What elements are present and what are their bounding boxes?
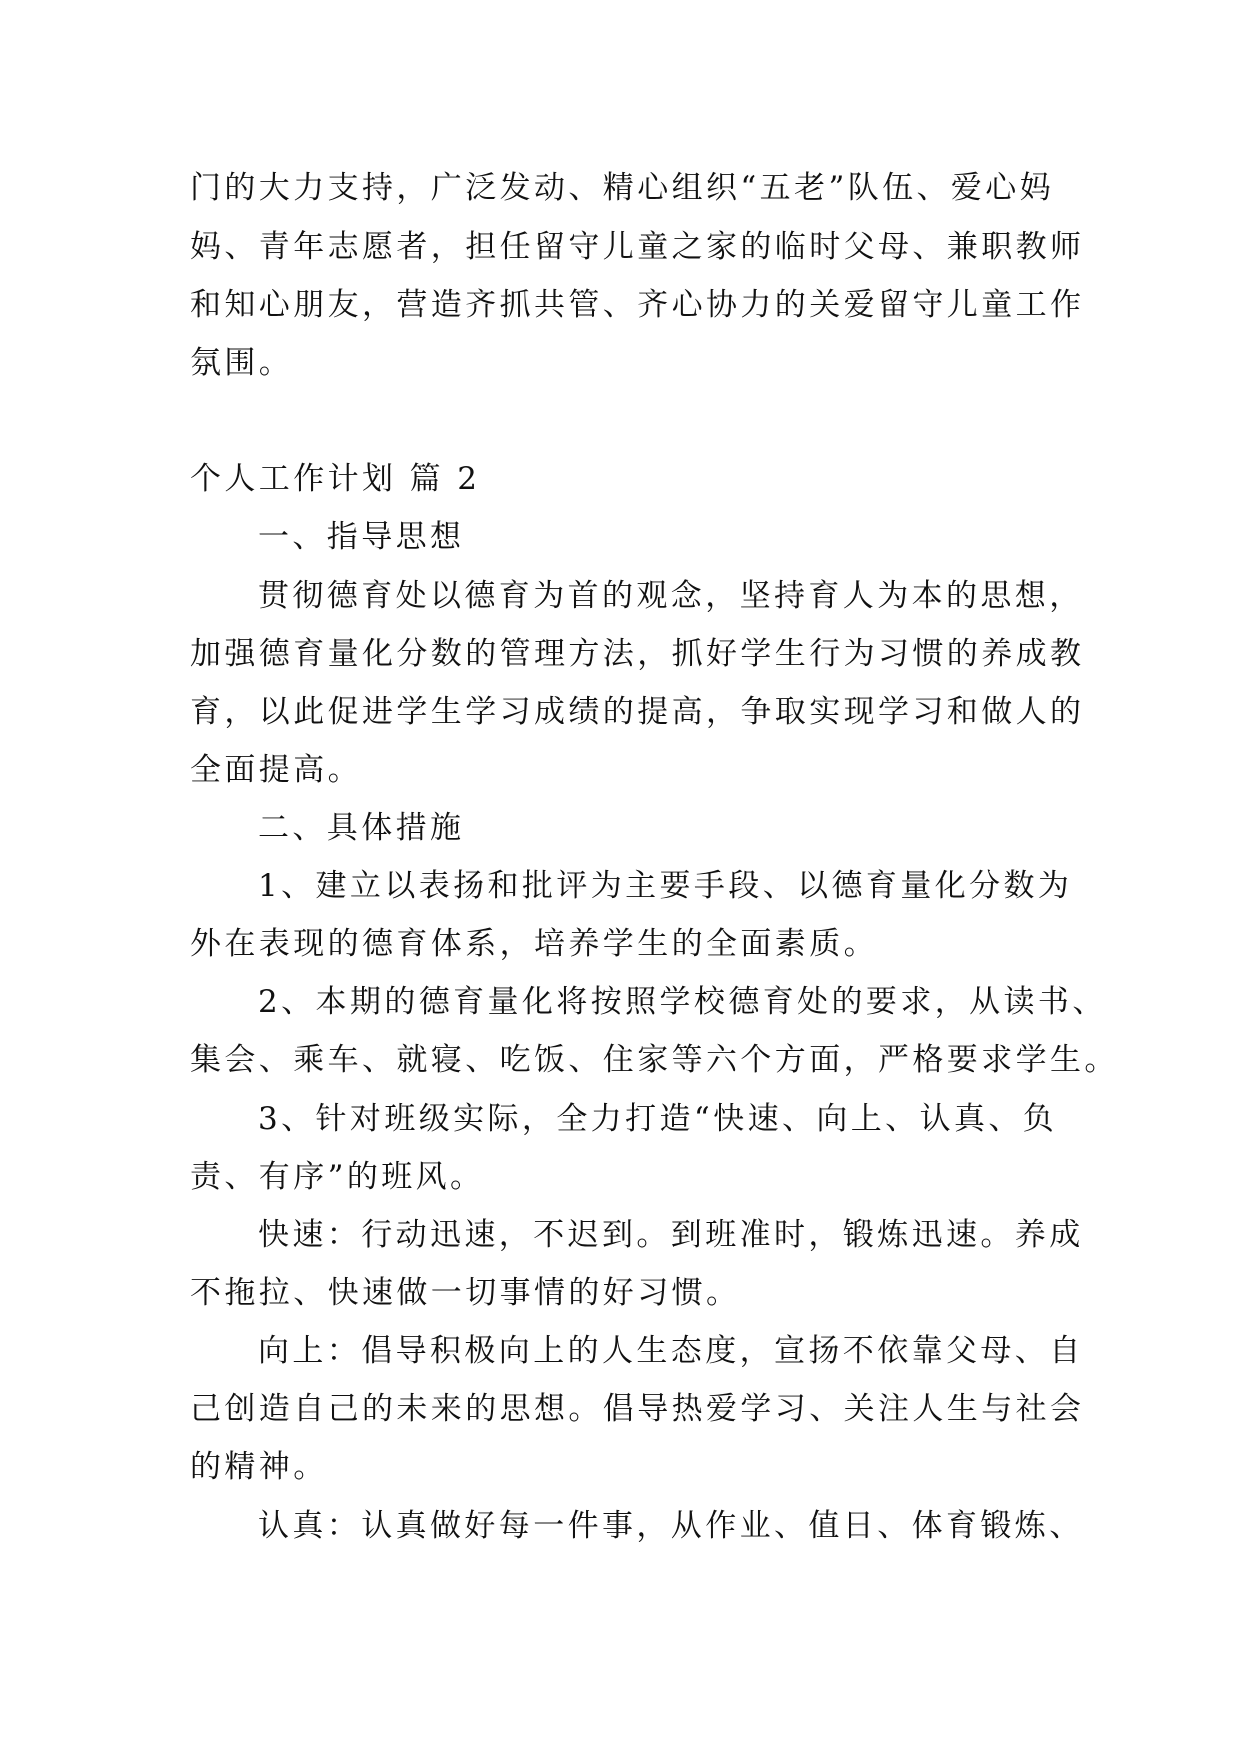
paragraph-line: 责、有序”的班风。 [190, 1159, 485, 1195]
paragraph-line: 3、针对班级实际，全力打造“快速、向上、认真、负 [258, 1101, 1058, 1137]
heading-specific-measures: 二、具体措施 [258, 810, 465, 846]
paragraph-line: 不拖拉、快速做一切事情的好习惯。 [190, 1275, 741, 1311]
paragraph-line: 向上：倡导积极向上的人生态度，宣扬不依靠父母、自 [258, 1333, 1084, 1369]
paragraph-line: 门的大力支持，广泛发动、精心组织“五老”队伍、爱心妈 [190, 170, 1055, 206]
paragraph-line: 全面提高。 [190, 752, 362, 788]
heading-guiding-ideology: 一、指导思想 [258, 519, 465, 555]
paragraph-line: 育，以此促进学生学习成绩的提高，争取实现学习和做人的 [190, 694, 1085, 730]
paragraph-line: 快速：行动迅速，不迟到。到班准时，锻炼迅速。养成 [258, 1217, 1084, 1253]
paragraph-line: 外在表现的德育体系，培养学生的全面素质。 [190, 926, 878, 962]
paragraph-line: 的精神。 [190, 1449, 328, 1485]
paragraph-line: 贯彻德育处以德育为首的观念，坚持育人为本的思想， [258, 578, 1084, 614]
paragraph-line: 认真：认真做好每一件事，从作业、值日、体育锻炼、 [258, 1508, 1084, 1544]
paragraph-line: 加强德育量化分数的管理方法，抓好学生行为习惯的养成教 [190, 636, 1085, 672]
paragraph-line: 2、本期的德育量化将按照学校德育处的要求，从读书、 [258, 984, 1107, 1020]
paragraph-line: 妈、青年志愿者，担任留守儿童之家的临时父母、兼职教师 [190, 229, 1085, 265]
section-title: 个人工作计划 篇 2 [190, 461, 481, 497]
paragraph-line: 1、建立以表扬和批评为主要手段、以德育量化分数为 [258, 868, 1073, 904]
paragraph-line: 氛围。 [190, 345, 294, 381]
paragraph-line: 和知心朋友，营造齐抓共管、齐心协力的关爱留守儿童工作 [190, 287, 1085, 323]
paragraph-line: 己创造自己的未来的思想。倡导热爱学习、关注人生与社会 [190, 1391, 1085, 1427]
paragraph-line: 集会、乘车、就寝、吃饭、住家等六个方面，严格要求学生。 [190, 1042, 1119, 1078]
